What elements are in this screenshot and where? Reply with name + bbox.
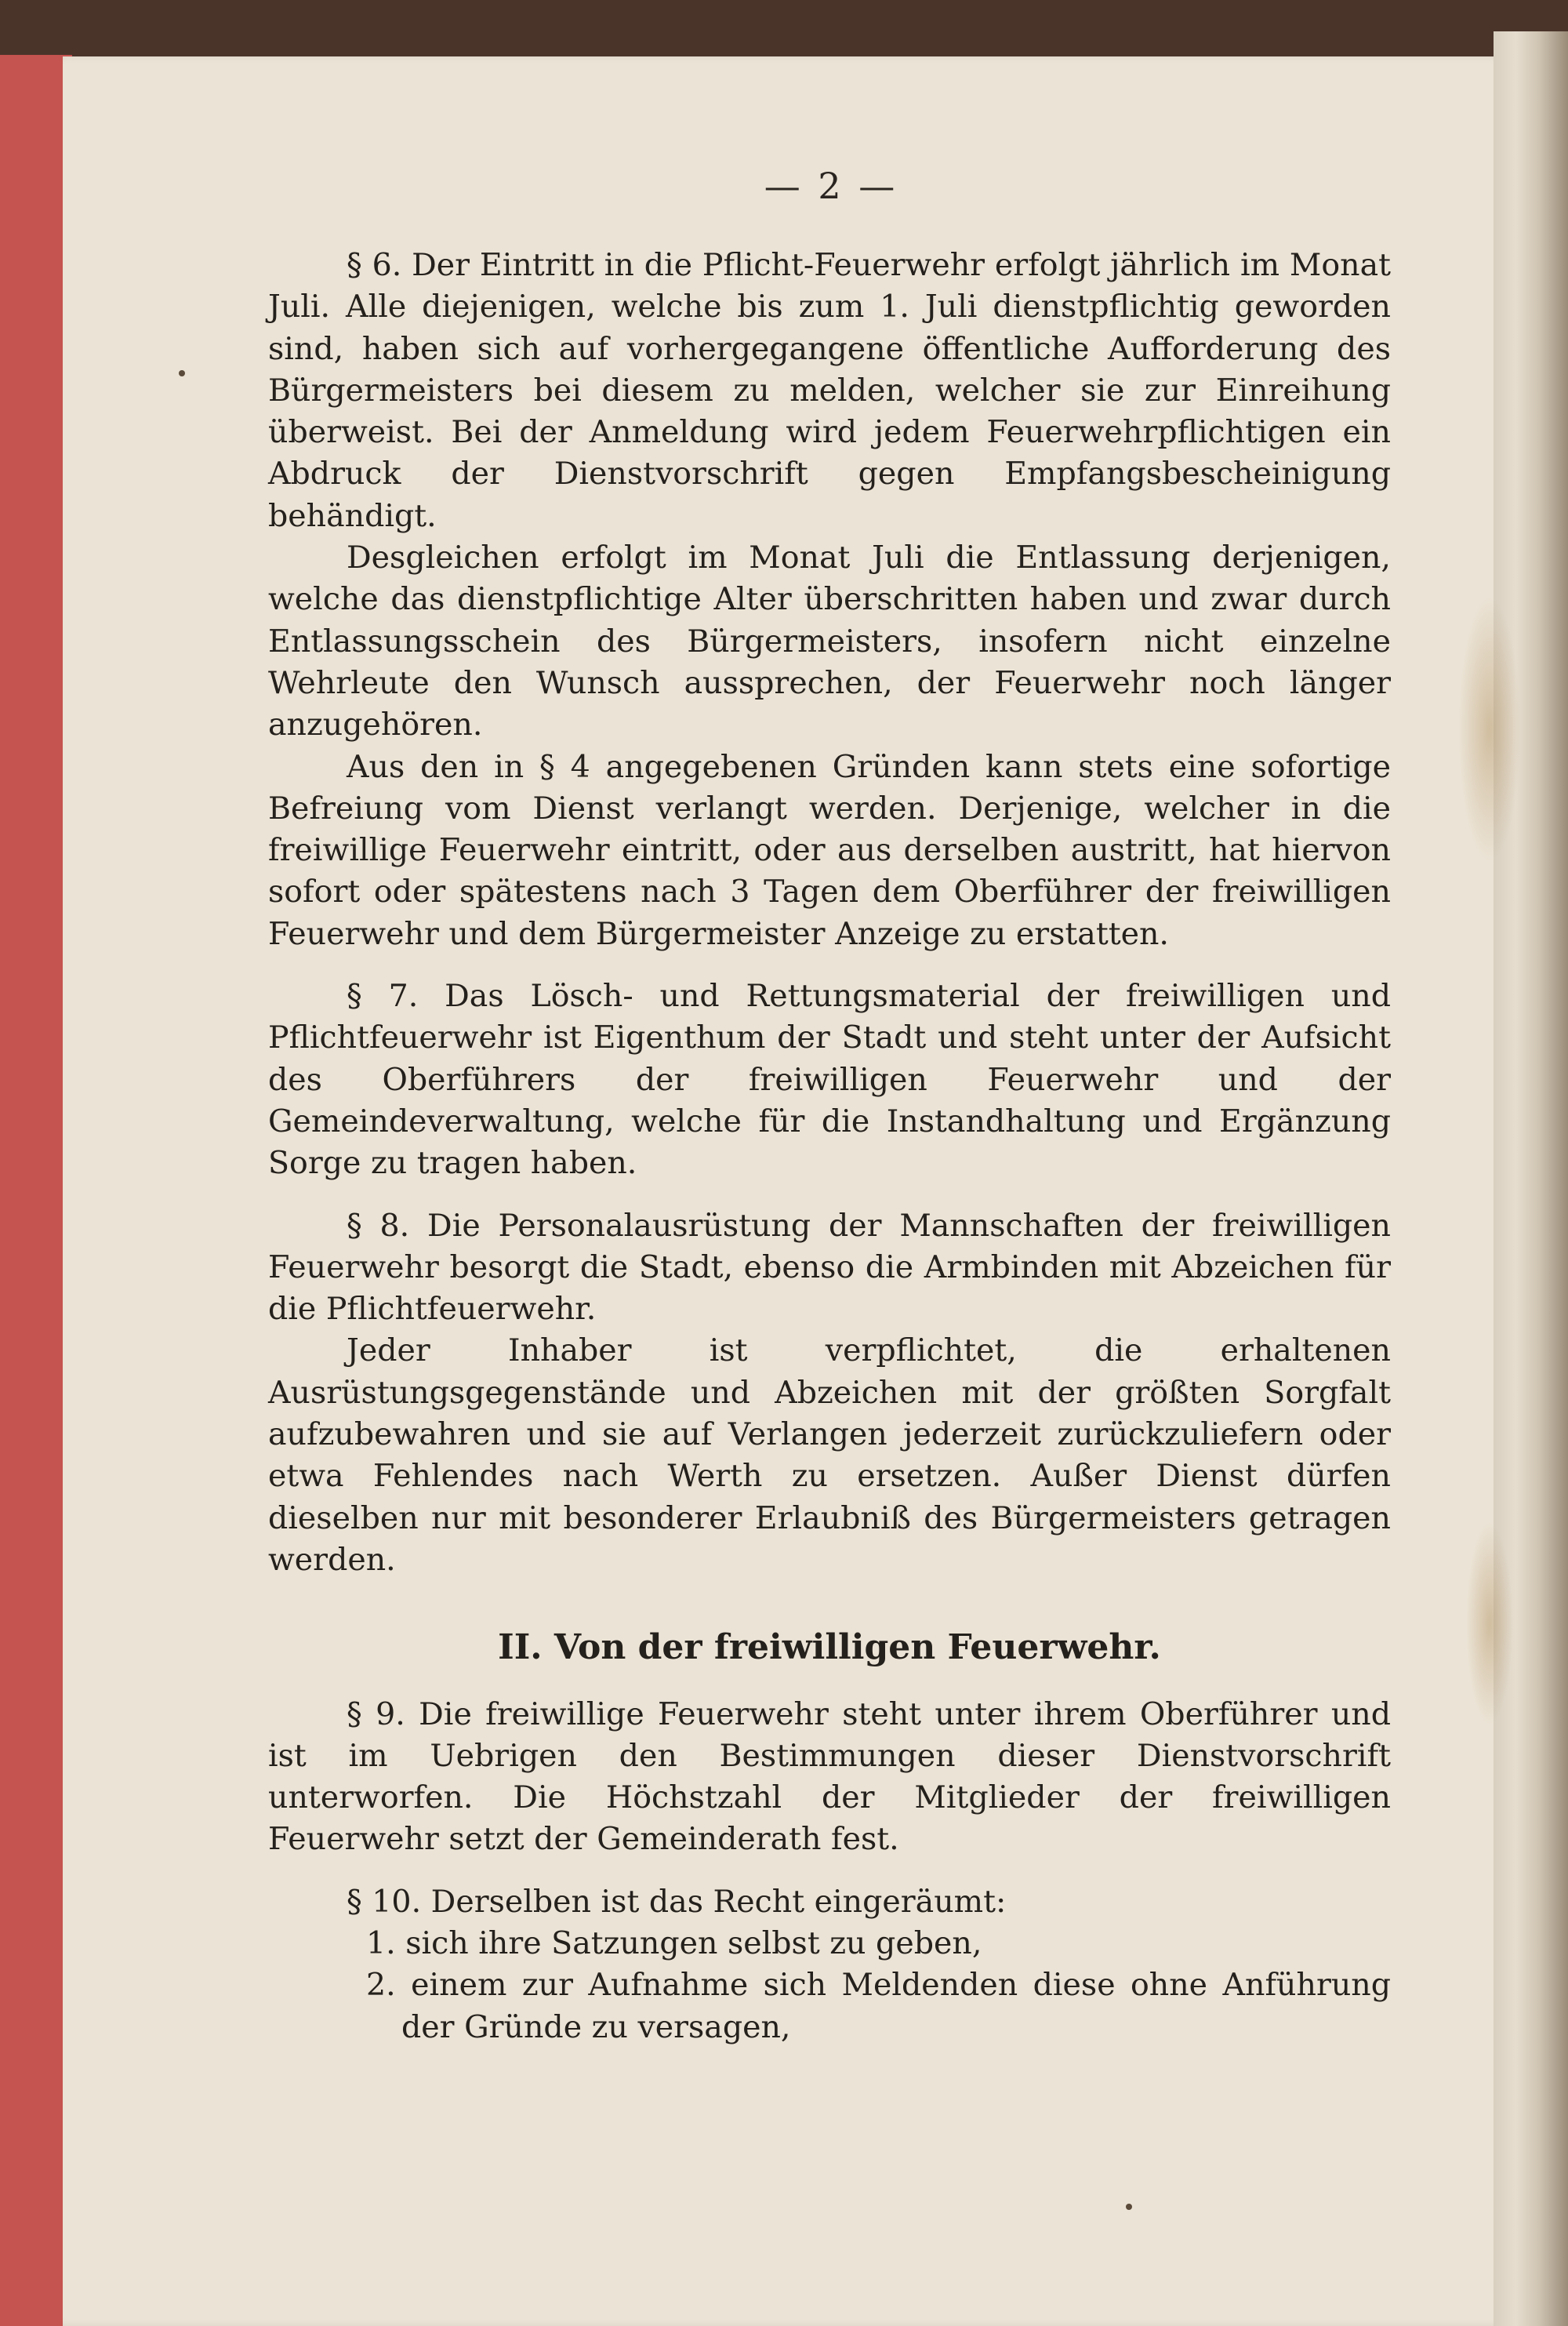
ink-spot — [1126, 2204, 1132, 2210]
list-item: 1. sich ihre Satzungen selbst zu geben, — [366, 1924, 982, 1961]
body-text — [268, 245, 1391, 2048]
section-8-paragraph: § 8. Die Personalausrüstung der Mannschaften der freiwilligen Feuerwehr besorgt die Stadt, ebenso die Armbinden mit Abzeichen für die Pflichtfeuerwehr. — [268, 1207, 1391, 1328]
chapter-heading: II. Von der freiwilligen Feuerwehr. — [498, 1627, 1161, 1668]
list-item: 2. einem zur Aufnahme sich Meldenden diese ohne Anführung der Gründe zu versagen, — [366, 1967, 1391, 2045]
ink-spot — [179, 370, 185, 376]
section-8-paragraph: Jeder Inhaber ist verpflichtet, die erhaltenen Ausrüstungsgegenstände und Abzeichen mit der größten Sorgfalt aufzubewahren und sie auf Verlangen jederzeit zurückzuliefern oder etwa Fehlendes nach Werth zu ersetzen. Außer Dienst dürfen dieselben nur mit besonderer Erlaubniß des Bürgermeisters getragen werden. — [268, 1332, 1391, 1578]
page-number: — 2 — — [764, 165, 898, 207]
book-cover-edge — [0, 55, 72, 2326]
section-7-paragraph: § 7. Das Lösch- und Rettungsmaterial der freiwilligen und Pflichtfeuerwehr ist Eigenthum der Stadt und steht unter der Aufsicht des Oberführers der freiwilligen Feuerwehr und der Gemeindeverwaltung, welche für die Instandhaltung und Ergänzung Sorge zu tragen haben. — [268, 978, 1391, 1182]
page-gutter — [1494, 31, 1568, 2326]
section-6-paragraph: Desgleichen erfolgt im Monat Juli die Entlassung derjenigen, welche das dienstpflichtige Alter überschritten haben und zwar durch Entlassungsschein des Bürgermeisters, insofern nicht einzelne Wehrleute den Wunsch aussprechen, der Feuerwehr noch länger anzugehören. — [268, 540, 1391, 743]
section-6-paragraph: Aus den in § 4 angegebenen Gründen kann stets eine sofortige Befreiung vom Dienst verlangt werden. Derjenige, welcher in die freiwillige Feuerwehr eintritt, oder aus derselben austritt, hat hiervon sofort oder spätestens nach 3 Tagen dem Oberführer der freiwilligen Feuerwehr und dem Bürgermeister Anzeige zu erstatten. — [268, 748, 1391, 952]
age-stain — [1466, 1521, 1513, 1725]
section-6-paragraph: § 6. Der Eintritt in die Pflicht-Feuerwehr erfolgt jährlich im Monat Juli. Alle diejenigen, welche bis zum 1. Juli dienstpflichtig geworden sind, haben sich auf vorhergegangene öffentliche Aufforderung des Bürgermeisters bei diesem zu melden, welcher sie zur Einreihung überweist. Bei der Anmeldung wird jedem Feuerwehrpflichtigen ein Abdruck der Dienstvorschrift gegen Empfangsbescheinigung behändigt. — [268, 247, 1391, 534]
section-10-intro: § 10. Derselben ist das Recht eingeräumt: — [347, 1883, 1007, 1920]
section-9-paragraph: § 9. Die freiwillige Feuerwehr steht unter ihrem Oberführer und ist im Uebrigen den Bestimmungen dieser Dienstvorschrift unterworfen. Die Höchstzahl der Mitglieder der freiwilligen Feuerwehr setzt der Gemeinderath fest. — [268, 1695, 1391, 1858]
age-stain — [1458, 596, 1521, 863]
